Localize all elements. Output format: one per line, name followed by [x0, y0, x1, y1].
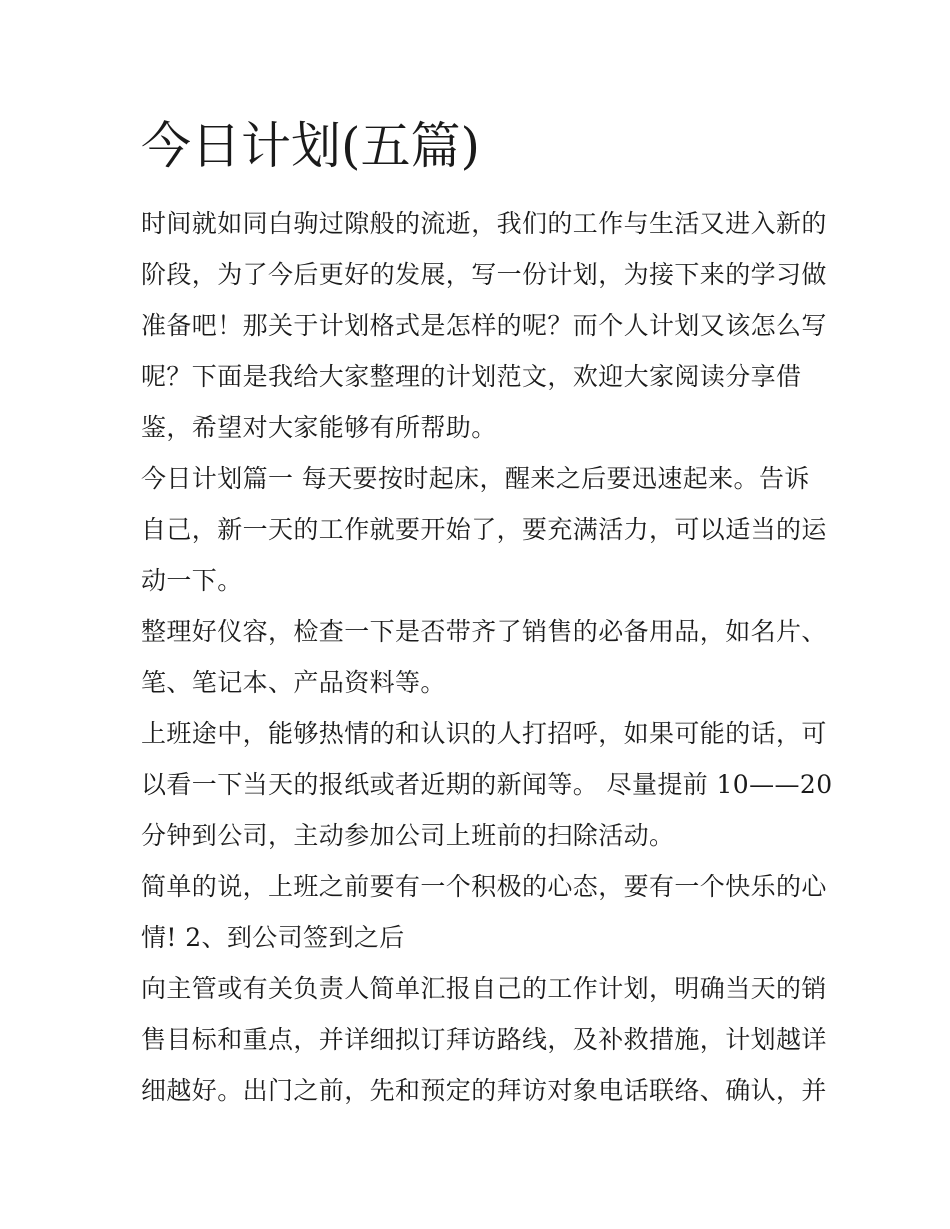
text-line: 上班途中，能够热情的和认识的人打招呼，如果可能的话，可 [141, 719, 827, 748]
text-line: 今日计划篇一 每天要按时起床，醒来之后要迅速起来。告诉 [141, 464, 810, 493]
text-line: 以看一下当天的报纸或者近期的新闻等。 尽量提前 10——20 [141, 770, 833, 799]
text-line: 整理好仪容，检查一下是否带齐了销售的必备用品，如名片、 [141, 617, 827, 646]
document-body [141, 110, 833, 1116]
text-line: 售目标和重点，并详细拟订拜访路线，及补救措施，计划越详 [141, 1025, 827, 1054]
text-line: 细越好。出门之前，先和预定的拜访对象电话联络、确认，并 [141, 1076, 827, 1105]
text-line: 简单的说，上班之前要有一个积极的心态，要有一个快乐的心 [141, 872, 827, 901]
text-line: 时间就如同白驹过隙般的流逝，我们的工作与生活又进入新的 [141, 209, 827, 238]
document-title: 今日计划(五篇) [141, 117, 481, 175]
text-line: 阶段，为了今后更好的发展，写一份计划，为接下来的学习做 [141, 260, 827, 289]
text-line: 鉴，希望对大家能够有所帮助。 [141, 413, 497, 442]
text-line: 情! 2、到公司签到之后 [141, 923, 405, 952]
text-line: 呢？下面是我给大家整理的计划范文，欢迎大家阅读分享借 [141, 362, 802, 391]
document-text [141, 198, 833, 1116]
text-line: 向主管或有关负责人简单汇报自己的工作计划，明确当天的销 [141, 974, 827, 1003]
text-line: 准备吧！那关于计划格式是怎样的呢？而个人计划又该怎么写 [141, 311, 827, 340]
text-line: 自己，新一天的工作就要开始了，要充满活力，可以适当的运 [141, 515, 827, 544]
text-line: 分钟到公司，主动参加公司上班前的扫除活动。 [141, 821, 675, 850]
text-line: 动一下。 [141, 566, 243, 595]
text-line: 笔、笔记本、产品资料等。 [141, 668, 446, 697]
